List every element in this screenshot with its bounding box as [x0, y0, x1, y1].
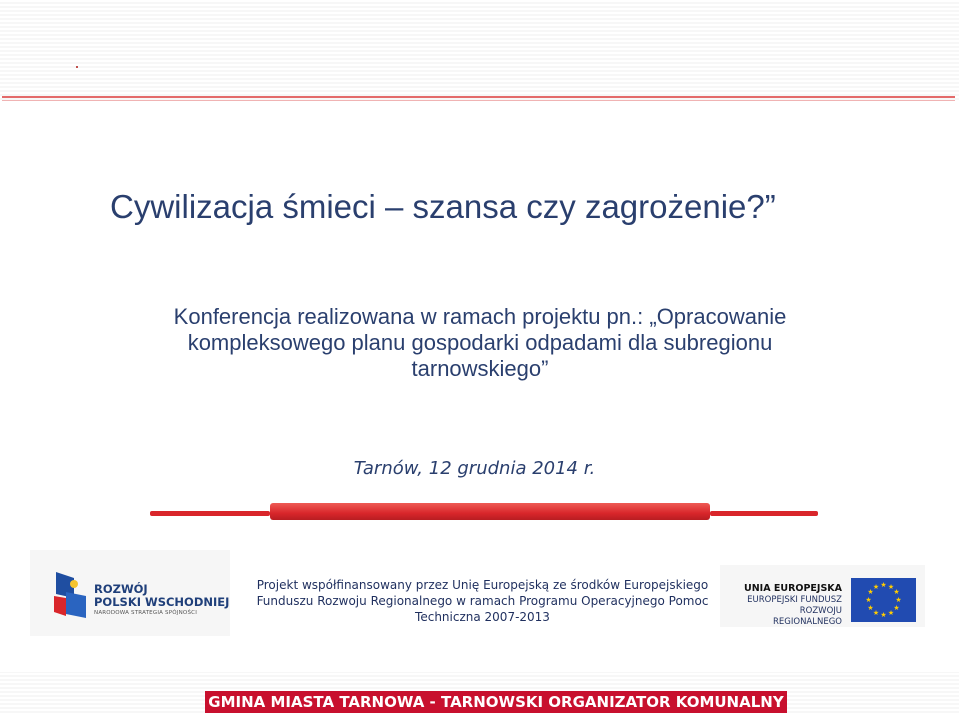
red-divider-left	[150, 511, 270, 516]
project-note-line-3: Techniczna 2007-2013	[415, 610, 550, 624]
svg-text:★: ★	[893, 588, 900, 596]
project-note-line-1: Projekt współfinansowany przez Unię Europejską ze środków Europejskiego	[256, 578, 709, 592]
eu-stars-icon	[851, 578, 916, 622]
eu-fund-logo	[720, 565, 925, 627]
slide-subtitle	[80, 304, 880, 382]
svg-text:★: ★	[893, 604, 900, 612]
svg-text:★: ★	[865, 596, 872, 604]
svg-text:★: ★	[880, 581, 887, 589]
red-divider-right	[710, 511, 818, 516]
svg-text:★: ★	[895, 596, 902, 604]
decorative-dot	[76, 66, 78, 68]
subtitle-line-1: Konferencja realizowana w ramach projektu pn.: „Opracowanie	[173, 304, 787, 329]
rpw-logo-text: ROZWÓJ POLSKI WSCHODNIEJ	[94, 582, 230, 609]
project-note-line-2: Funduszu Rozwoju Regionalnego w ramach Programu Operacyjnego Pomoc	[256, 594, 709, 608]
footer-banner: GMINA MIASTA TARNOWA - TARNOWSKI ORGANIZATOR KOMUNALNY	[205, 691, 787, 713]
svg-text:★: ★	[872, 609, 880, 617]
header-divider	[2, 96, 955, 98]
eu-logo-text: UNIA EUROPEJSKA EUROPEJSKI FUNDUSZ ROZWOJU REGIONALNEGO	[744, 583, 842, 627]
svg-text:★: ★	[867, 588, 874, 596]
subtitle-line-2: kompleksowego planu gospodarki odpadami dla subregionu	[187, 330, 773, 355]
svg-text:★: ★	[872, 583, 880, 591]
project-funding-note	[250, 577, 715, 625]
svg-text:★: ★	[880, 611, 887, 619]
rozwoj-polski-wschodniej-logo	[30, 550, 230, 636]
svg-text:★: ★	[887, 583, 895, 591]
slide-date: Tarnów, 12 grudnia 2014 r.	[353, 458, 596, 479]
red-divider-center	[270, 503, 710, 520]
slide-title: Cywilizacja śmieci – szansa czy zagrożenie?”	[110, 188, 776, 225]
rpw-emblem-icon	[52, 570, 90, 620]
svg-text:★: ★	[887, 609, 895, 617]
subtitle-line-3: tarnowskiego”	[411, 356, 549, 381]
header-band	[0, 0, 959, 100]
header-divider-thin	[2, 100, 955, 101]
svg-text:★: ★	[867, 604, 874, 612]
eu-flag-icon	[851, 578, 916, 622]
rpw-logo-subtext: NARODOWA STRATEGIA SPÓJNOŚCI	[94, 610, 198, 616]
